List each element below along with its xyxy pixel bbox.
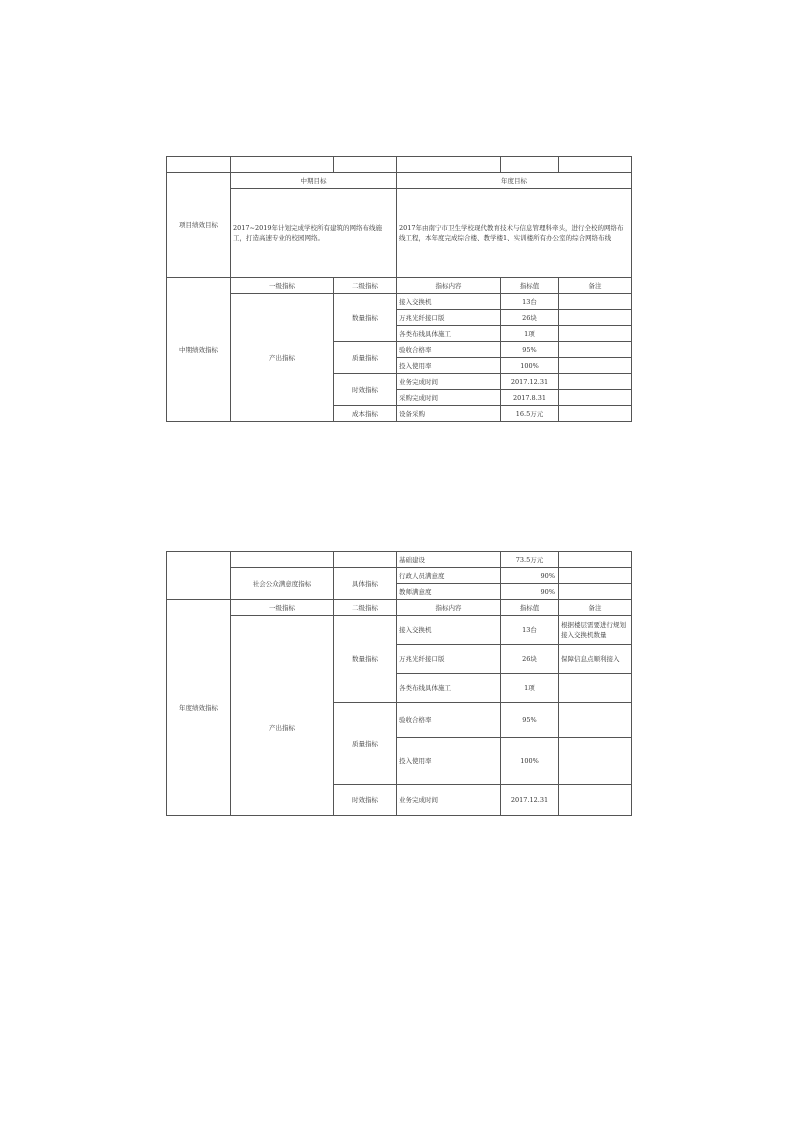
row-content: 业务完成时间 <box>397 785 501 816</box>
empty-cell <box>167 157 231 173</box>
row-note <box>559 703 632 738</box>
header-level2: 二级指标 <box>334 600 397 616</box>
header-note: 备注 <box>559 600 632 616</box>
row-note: 保障信息点顺利接入 <box>559 645 632 674</box>
row-value: 73.5万元 <box>501 552 559 568</box>
empty-cell <box>231 157 334 173</box>
row-note <box>559 342 632 358</box>
empty-cell <box>167 552 231 600</box>
header-note: 备注 <box>559 278 632 294</box>
row-content: 采购完成时间 <box>397 390 501 406</box>
row-content: 投入使用率 <box>397 358 501 374</box>
row-content: 行政人员满意度 <box>397 568 501 584</box>
row-content: 各类布线具体施工 <box>397 674 501 703</box>
annual-goal-text: 2017年由南宁市卫生学校现代教育技术与信息管理科牵头，进行全校的网络布线工程，本年度完成综合楼、教学楼1、实训楼所有办公室的综合网络布线 <box>397 189 632 278</box>
quantity-label: 数量指标 <box>334 616 397 703</box>
row-note <box>559 294 632 310</box>
header-level2: 二级指标 <box>334 278 397 294</box>
row-content: 接入交换机 <box>397 616 501 645</box>
row-value: 95% <box>501 703 559 738</box>
row-note <box>559 674 632 703</box>
row-content: 万兆光纤接口版 <box>397 310 501 326</box>
row-value: 13台 <box>501 294 559 310</box>
empty-cell <box>231 552 334 568</box>
row-note <box>559 785 632 816</box>
row-note <box>559 584 632 600</box>
row-value: 1项 <box>501 326 559 342</box>
row-value: 100% <box>501 358 559 374</box>
mid-goal-text: 2017~2019年计划完成学校所有建筑的网络布线施工，打造高速专业的校园网络。 <box>231 189 397 278</box>
timeliness-label: 时效指标 <box>334 785 397 816</box>
row-note: 根据楼层需要进行规划接入交换机数量 <box>559 616 632 645</box>
empty-cell <box>501 157 559 173</box>
row-value: 100% <box>501 738 559 785</box>
row-content: 业务完成时间 <box>397 374 501 390</box>
row-note <box>559 374 632 390</box>
mid-perf-label: 中期绩效指标 <box>167 278 231 422</box>
quality-label: 质量指标 <box>334 703 397 785</box>
quantity-label: 数量指标 <box>334 294 397 342</box>
row-value: 2017.8.31 <box>501 390 559 406</box>
row-content: 教师满意度 <box>397 584 501 600</box>
row-content: 验收合格率 <box>397 703 501 738</box>
row-note <box>559 406 632 422</box>
empty-cell <box>334 157 397 173</box>
row-content: 接入交换机 <box>397 294 501 310</box>
performance-table-annual <box>166 551 632 816</box>
row-note <box>559 552 632 568</box>
cost-label: 成本指标 <box>334 406 397 422</box>
empty-cell <box>334 552 397 568</box>
row-value: 26块 <box>501 645 559 674</box>
row-note <box>559 358 632 374</box>
output-label: 产出指标 <box>231 616 334 816</box>
header-content: 指标内容 <box>397 600 501 616</box>
row-content: 各类布线具体施工 <box>397 326 501 342</box>
row-note <box>559 738 632 785</box>
row-content: 投入使用率 <box>397 738 501 785</box>
empty-cell <box>559 157 632 173</box>
row-value: 16.5万元 <box>501 406 559 422</box>
output-label: 产出指标 <box>231 294 334 422</box>
row-note <box>559 310 632 326</box>
specific-indicator-label: 具体指标 <box>334 568 397 600</box>
empty-cell <box>397 157 501 173</box>
mid-goal-header: 中期目标 <box>231 173 397 189</box>
annual-perf-label: 年度绩效指标 <box>167 600 231 816</box>
row-value: 13台 <box>501 616 559 645</box>
header-level1: 一级指标 <box>231 600 334 616</box>
header-value: 指标值 <box>501 600 559 616</box>
row-note <box>559 390 632 406</box>
timeliness-label: 时效指标 <box>334 374 397 406</box>
row-value: 95% <box>501 342 559 358</box>
row-content: 万兆光纤接口版 <box>397 645 501 674</box>
row-value: 90% <box>501 584 559 600</box>
annual-goal-header: 年度目标 <box>397 173 632 189</box>
row-content: 基础建设 <box>397 552 501 568</box>
header-content: 指标内容 <box>397 278 501 294</box>
header-value: 指标值 <box>501 278 559 294</box>
row-value: 2017.12.31 <box>501 374 559 390</box>
row-content: 验收合格率 <box>397 342 501 358</box>
row-value: 90% <box>501 568 559 584</box>
project-goal-label: 项目绩效目标 <box>167 173 231 278</box>
performance-table-mid <box>166 156 632 422</box>
row-note <box>559 568 632 584</box>
row-content: 设备采购 <box>397 406 501 422</box>
row-value: 2017.12.31 <box>501 785 559 816</box>
quality-label: 质量指标 <box>334 342 397 374</box>
header-level1: 一级指标 <box>231 278 334 294</box>
row-note <box>559 326 632 342</box>
social-satisfaction-label: 社会公众满意度指标 <box>231 568 334 600</box>
row-value: 26块 <box>501 310 559 326</box>
row-value: 1项 <box>501 674 559 703</box>
